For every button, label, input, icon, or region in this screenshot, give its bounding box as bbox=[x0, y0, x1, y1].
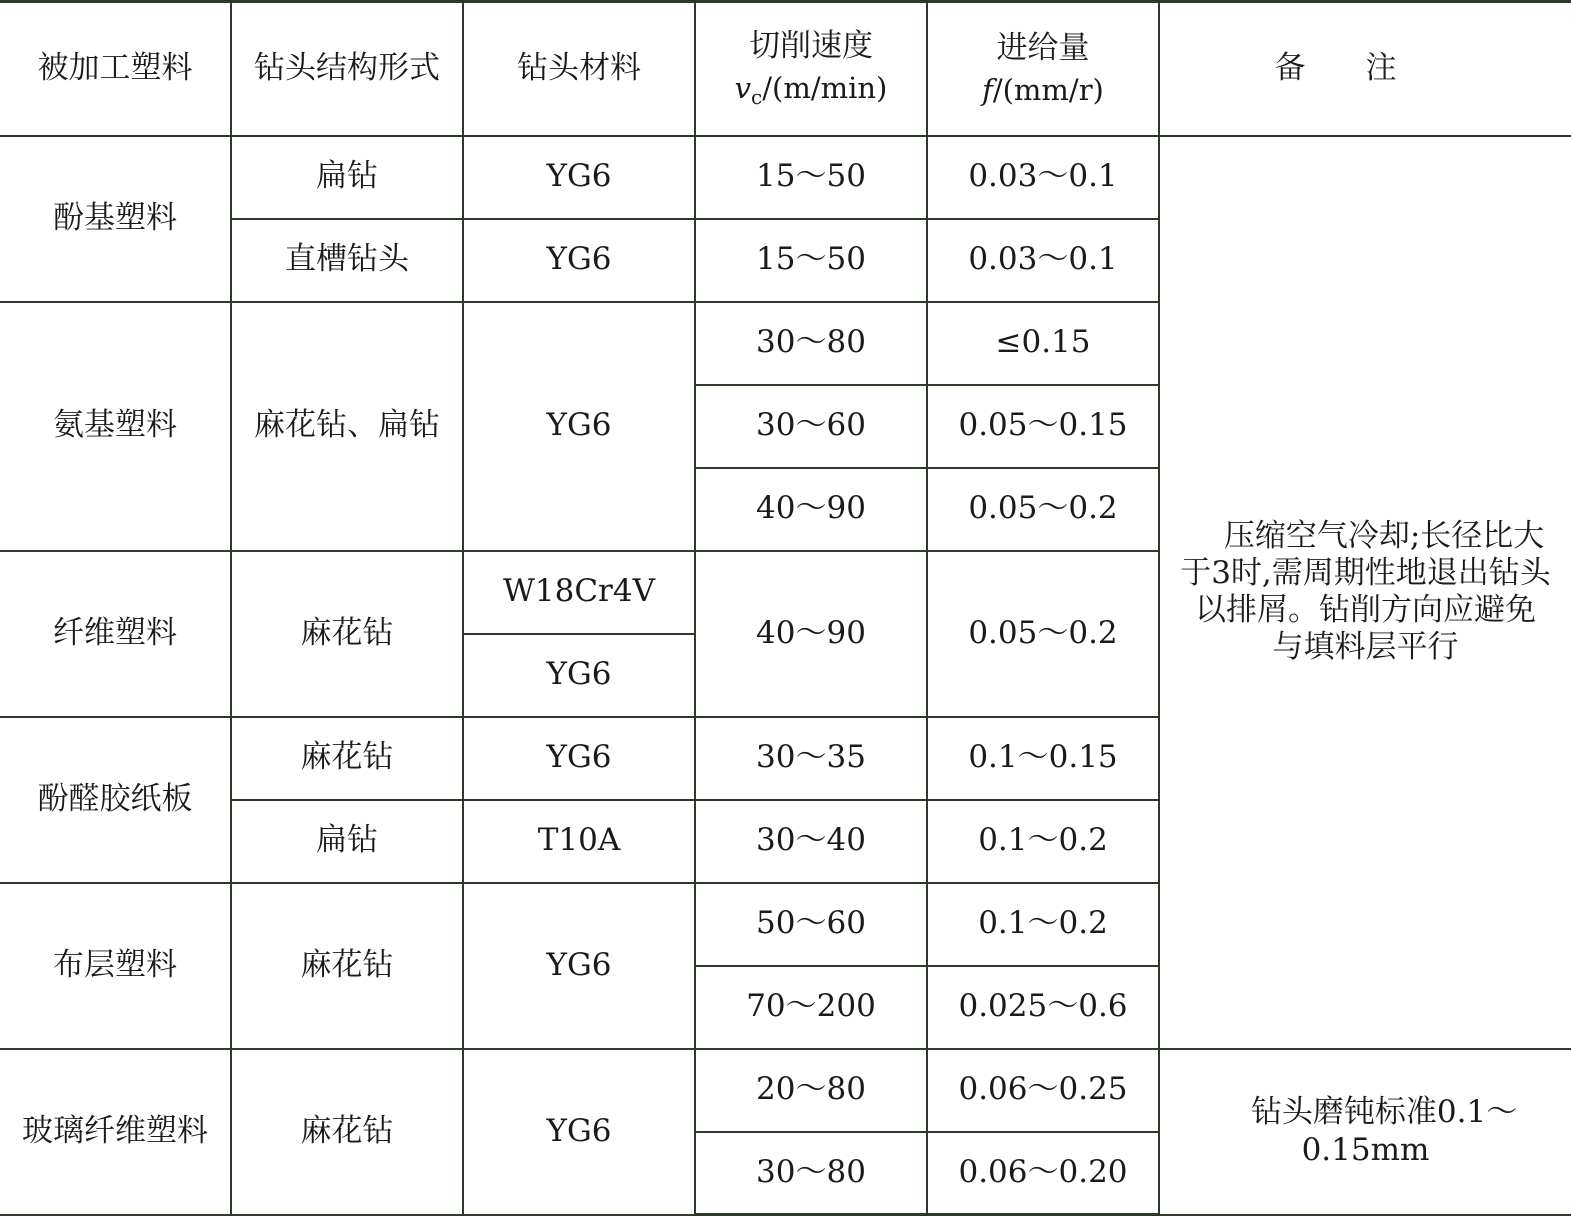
cell-material: W18Cr4V bbox=[463, 551, 695, 634]
cell-speed: 30～40 bbox=[695, 800, 927, 883]
cell-material: YG6 bbox=[463, 883, 695, 1049]
cell-feed: 0.1～0.2 bbox=[927, 800, 1159, 883]
cell-feed: 0.1～0.15 bbox=[927, 717, 1159, 800]
cell-material: YG6 bbox=[463, 717, 695, 800]
cell-feed: 0.05～0.15 bbox=[927, 385, 1159, 468]
cell-feed: ≤0.15 bbox=[927, 302, 1159, 385]
cell-feed: 0.03～0.1 bbox=[927, 219, 1159, 302]
cell-material: YG6 bbox=[463, 1049, 695, 1215]
cell-feed: 0.06～0.20 bbox=[927, 1132, 1159, 1215]
table-row bbox=[0, 1049, 1571, 1132]
header-cutting-speed bbox=[695, 2, 927, 136]
cell-speed: 30～60 bbox=[695, 385, 927, 468]
cell-form: 直槽钻头 bbox=[231, 219, 463, 302]
cell-material: YG6 bbox=[463, 136, 695, 219]
cell-feed: 0.03～0.1 bbox=[927, 136, 1159, 219]
header-drill-form: 钻头结构形式 bbox=[231, 2, 463, 136]
cell-speed: 40～90 bbox=[695, 551, 927, 717]
header-feed-title: 进给量 bbox=[996, 29, 1090, 66]
header-feed bbox=[927, 2, 1159, 136]
header-plastic: 被加工塑料 bbox=[0, 2, 231, 136]
cell-speed: 70～200 bbox=[695, 966, 927, 1049]
cell-form: 扁钻 bbox=[231, 136, 463, 219]
header-speed-unit-line bbox=[696, 71, 926, 109]
header-row bbox=[0, 2, 1571, 136]
table-row bbox=[0, 136, 1571, 219]
feed-symbol: f bbox=[982, 72, 993, 107]
cell-feed: 0.05～0.2 bbox=[927, 551, 1159, 717]
header-feed-unit-line bbox=[928, 73, 1158, 108]
cell-plastic: 酚基塑料 bbox=[0, 136, 231, 302]
speed-symbol: v bbox=[734, 71, 752, 106]
cell-speed: 30～80 bbox=[695, 302, 927, 385]
cell-feed: 0.05～0.2 bbox=[927, 468, 1159, 551]
cell-speed: 40～90 bbox=[695, 468, 927, 551]
cell-form: 麻花钻 bbox=[231, 551, 463, 717]
cell-plastic: 玻璃纤维塑料 bbox=[0, 1049, 231, 1215]
feed-unit: /(mm/r) bbox=[992, 72, 1104, 107]
cell-speed: 50～60 bbox=[695, 883, 927, 966]
cell-feed: 0.025～0.6 bbox=[927, 966, 1159, 1049]
speed-subscript: c bbox=[751, 85, 763, 110]
header-drill-material: 钻头材料 bbox=[463, 2, 695, 136]
cell-speed: 30～35 bbox=[695, 717, 927, 800]
cell-plastic: 纤维塑料 bbox=[0, 551, 231, 717]
remarks-cell-2: 钻头磨钝标准0.1～0.15mm bbox=[1159, 1049, 1571, 1215]
cell-speed: 15～50 bbox=[695, 136, 927, 219]
cell-plastic: 布层塑料 bbox=[0, 883, 231, 1049]
cell-plastic: 酚醛胶纸板 bbox=[0, 717, 231, 883]
cell-form: 扁钻 bbox=[231, 800, 463, 883]
cell-speed: 15～50 bbox=[695, 219, 927, 302]
cell-plastic: 氨基塑料 bbox=[0, 302, 231, 551]
cell-speed: 20～80 bbox=[695, 1049, 927, 1132]
cell-form: 麻花钻 bbox=[231, 883, 463, 1049]
cell-form: 麻花钻、扁钻 bbox=[231, 302, 463, 551]
cell-material: T10A bbox=[463, 800, 695, 883]
cell-form: 麻花钻 bbox=[231, 717, 463, 800]
speed-unit: /(m/min) bbox=[762, 71, 888, 106]
cell-feed: 0.06～0.25 bbox=[927, 1049, 1159, 1132]
cell-speed: 30～80 bbox=[695, 1132, 927, 1215]
cell-material: YG6 bbox=[463, 219, 695, 302]
header-remarks: 备注 bbox=[1159, 2, 1571, 136]
cell-form: 麻花钻 bbox=[231, 1049, 463, 1215]
remarks-cell-1: 压缩空气冷却;长径比大于3时,需周期性地退出钻头以排屑。钻削方向应避免与填料层平行 bbox=[1159, 136, 1571, 1049]
header-speed-title: 切削速度 bbox=[749, 28, 873, 65]
cell-feed: 0.1～0.2 bbox=[927, 883, 1159, 966]
cell-material: YG6 bbox=[463, 634, 695, 717]
cell-material: YG6 bbox=[463, 302, 695, 551]
